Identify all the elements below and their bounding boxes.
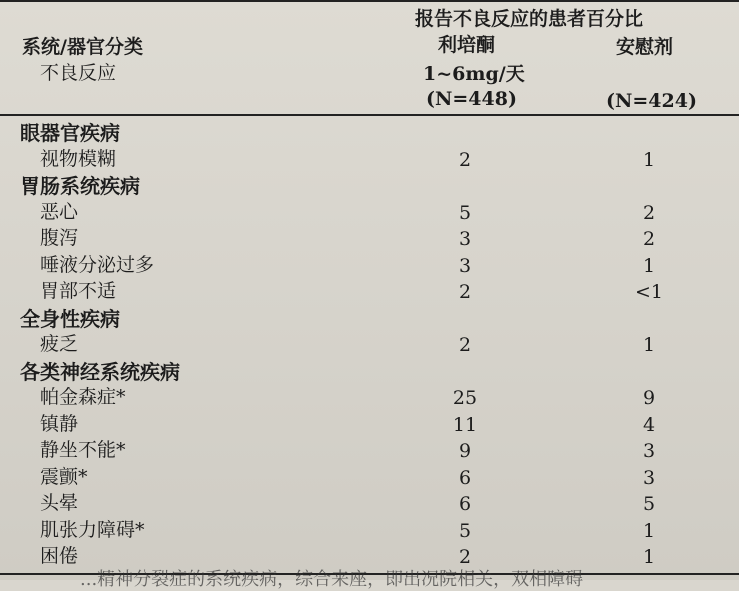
adverse-reaction-label: 困倦 bbox=[40, 545, 79, 567]
header-col0-line2: 不良反应 bbox=[40, 62, 117, 84]
placebo-percent-cell: 3 bbox=[642, 467, 656, 489]
adverse-reaction-label: 胃部不适 bbox=[40, 280, 117, 302]
adverse-reaction-label: 静坐不能* bbox=[40, 439, 126, 461]
adverse-reaction-label: 恶心 bbox=[40, 201, 79, 223]
adverse-reaction-label: 疲乏 bbox=[40, 333, 79, 355]
placebo-percent-cell: 3 bbox=[642, 440, 656, 462]
placebo-percent-cell: 1 bbox=[642, 149, 656, 171]
placebo-percent-cell: 2 bbox=[642, 202, 656, 224]
drug-percent-cell: 3 bbox=[458, 255, 472, 277]
adverse-reaction-label: 肌张力障碍* bbox=[40, 519, 145, 541]
drug-percent-cell: 6 bbox=[458, 493, 472, 515]
header-bottom-rule bbox=[0, 114, 739, 116]
drug-percent-cell: 25 bbox=[452, 387, 478, 409]
header-col2-name: 安慰剂 bbox=[616, 36, 674, 58]
header-col2-n: (N=424) bbox=[606, 90, 697, 112]
adverse-reaction-label: 镇静 bbox=[40, 413, 79, 435]
adverse-reaction-label: 腹泻 bbox=[40, 227, 79, 249]
table-top-rule bbox=[0, 0, 739, 2]
category-label: 全身性疾病 bbox=[20, 307, 120, 331]
drug-percent-cell: 3 bbox=[458, 228, 472, 250]
adverse-reaction-label: 唾液分泌过多 bbox=[40, 254, 155, 276]
placebo-percent-cell: 2 bbox=[642, 228, 656, 250]
drug-percent-cell: 2 bbox=[458, 149, 472, 171]
placebo-percent-cell: 9 bbox=[642, 387, 656, 409]
placebo-percent-cell: <1 bbox=[634, 281, 663, 303]
header-col0-line1: 系统/器官分类 bbox=[22, 36, 143, 58]
header-span-title: 报告不良反应的患者百分比 bbox=[415, 8, 644, 30]
category-label: 眼器官疾病 bbox=[20, 121, 120, 145]
drug-percent-cell: 5 bbox=[458, 520, 472, 542]
adverse-reaction-label: 帕金森症* bbox=[40, 386, 126, 408]
drug-percent-cell: 2 bbox=[458, 334, 472, 356]
placebo-percent-cell: 1 bbox=[642, 255, 656, 277]
header-col1-dose: 1~6mg/天 bbox=[423, 63, 525, 85]
drug-percent-cell: 11 bbox=[452, 414, 478, 436]
placebo-percent-cell: 1 bbox=[642, 334, 656, 356]
header-col1-n: (N=448) bbox=[426, 88, 517, 110]
drug-percent-cell: 9 bbox=[458, 440, 472, 462]
footer-cut-text: ...精神分裂症的系统疾病，综合来座，即出况院相关，双相障碍 bbox=[80, 569, 584, 590]
adverse-reaction-label: 头晕 bbox=[40, 492, 79, 514]
drug-percent-cell: 5 bbox=[458, 202, 472, 224]
category-label: 胃肠系统疾病 bbox=[20, 174, 140, 198]
placebo-percent-cell: 1 bbox=[642, 520, 656, 542]
drug-percent-cell: 2 bbox=[458, 546, 472, 568]
adverse-reaction-label: 震颤* bbox=[40, 466, 88, 488]
header-col1-name: 利培酮 bbox=[438, 34, 496, 56]
placebo-percent-cell: 1 bbox=[642, 546, 656, 568]
drug-percent-cell: 6 bbox=[458, 467, 472, 489]
placebo-percent-cell: 5 bbox=[642, 493, 656, 515]
drug-percent-cell: 2 bbox=[458, 281, 472, 303]
placebo-percent-cell: 4 bbox=[642, 414, 656, 436]
adverse-reaction-label: 视物模糊 bbox=[40, 148, 117, 170]
category-label: 各类神经系统疾病 bbox=[20, 360, 180, 384]
